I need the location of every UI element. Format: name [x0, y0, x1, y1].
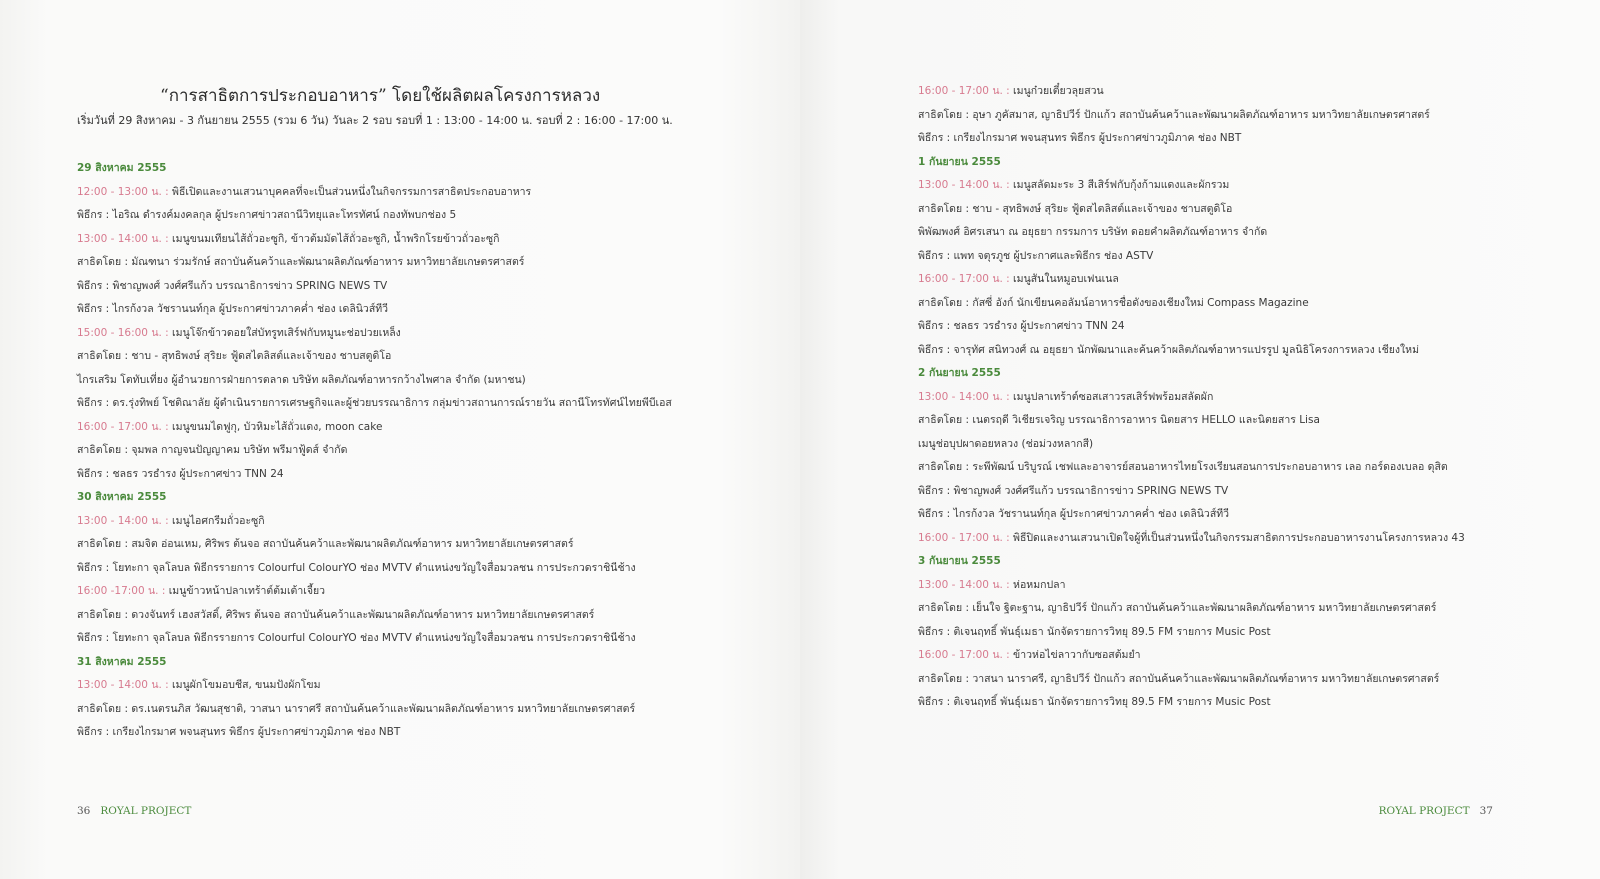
- schedule-detail: สาธิตโดย : กัสซี่ อังก์ นักเขียนคอลัมน์อาหารชื่อดังของเชียงใหม่ Compass Magazine: [918, 296, 1309, 309]
- schedule-detail: พิธีกร : เกรียงไกรมาศ พจนสุนทร พิธีกร ผู้ประกาศข่าวภูมิภาค ช่อง NBT: [918, 132, 1242, 144]
- session-time: 15:00 - 16:00 น. :: [77, 326, 169, 339]
- schedule-detail: สาธิตโดย : ดร.เนตรนภิส วัฒนสุชาติ, วาสนา นาราศรี สถาบันค้นคว้าและพัฒนาผลิตภัณฑ์อาหาร มหาวิทยาลัยเกษตรศาสตร์: [77, 702, 636, 715]
- session-time: 16:00 - 17:00 น. :: [77, 420, 169, 433]
- session-time: 12:00 - 13:00 น. :: [77, 185, 169, 198]
- schedule-detail: สาธิตโดย : วาสนา นาราศรี, ญาธิปวีร์ ปักแก้ว สถาบันค้นคว้าและพัฒนาผลิตภัณฑ์อาหาร มหาวิทยาลัยเกษตรศาสตร์: [918, 672, 1440, 685]
- schedule-detail: พิธีกร : ติเจนฤทธิ์ พันธุ์เมธา นักจัดรายการวิทยุ 89.5 FM รายการ Music Post: [918, 625, 1271, 638]
- footer-right: [1379, 805, 1493, 817]
- session-menu: เมนูก๋วยเตี๋ยวลุยสวน: [1009, 85, 1104, 97]
- schedule-detail: สาธิตโดย : สมจิต อ่อนเหม, ศิริพร ต้นจอ สถาบันค้นคว้าและพัฒนาผลิตภัณฑ์อาหาร มหาวิทยาลัยเกษตรศาสตร์: [77, 538, 574, 550]
- session-time: 13:00 - 14:00 น. :: [77, 679, 169, 691]
- schedule-detail: สาธิตโดย : มัณฑนา ร่วมรักษ์ สถาบันค้นคว้าและพัฒนาผลิตภัณฑ์อาหาร มหาวิทยาลัยเกษตรศาสตร์: [77, 256, 525, 268]
- schedule-detail: พิธีกร : ไกรก้งวล วัชรานนท์กุล ผู้ประกาศข่าวภาคค่ำ ช่อง เดลินิวส์ทีวี: [918, 508, 1230, 520]
- schedule-detail: พิธีกร : พิชาญพงศ์ วงศ์ศรีแก้ว บรรณาธิการข่าว SPRING NEWS TV: [918, 484, 1229, 497]
- schedule-detail: พิธีกร : ชลธร วรธำรง ผู้ประกาศข่าว TNN 24: [77, 467, 284, 480]
- schedule-session: [77, 322, 777, 346]
- session-time: 13:00 - 14:00 น. :: [918, 390, 1010, 403]
- schedule-detail: พิธีกร : ติเจนฤทธิ์ พันธุ์เมธา นักจัดรายการวิทยุ 89.5 FM รายการ Music Post: [918, 696, 1271, 708]
- session-time: 16:00 - 17:00 น. :: [918, 649, 1010, 661]
- schedule-detail: พิธีกร : เกรียงไกรมาศ พจนสุนทร พิธีกร ผู้ประกาศข่าวภูมิภาค ช่อง NBT: [77, 726, 401, 738]
- footer-brand-right: ROYAL PROJECT: [1378, 805, 1470, 817]
- session-time: 13:00 - 14:00 น. :: [918, 578, 1010, 591]
- schedule-date-heading: 31 สิงหาคม 2555: [77, 655, 167, 668]
- schedule-session: [918, 386, 1600, 410]
- footer-left: [77, 805, 191, 817]
- schedule-session: [918, 80, 1600, 104]
- schedule-detail: พิธีกร : โยทะกา จุลโลบล พิธีกรรายการ Colourful ColourYO ช่อง MVTV ตำแหน่งขวัญใจสื่อมวลชน การประกวดราชินีช้าง: [77, 561, 636, 574]
- session-menu: เมนูสันในหมูอบเฟนเนล: [1009, 273, 1119, 285]
- session-time: 13:00 - 14:00 น. :: [77, 232, 169, 245]
- schedule-detail: สาธิตโดย : อุษา ภูคัสมาส, ญาธิปวีร์ ปักแก้ว สถาบันค้นคว้าและพัฒนาผลิตภัณฑ์อาหาร มหาวิทยาลัยเกษตรศาสตร์: [918, 108, 1430, 121]
- schedule-detail: พิธีกร : ดร.รุ่งทิพย์ โชติณาลัย ผู้ดำเนินรายการเศรษฐกิจและผู้ช่วยบรรณาธิการ กลุ่มข่าวสถานการณ์รายวัน สถานีโทรทัศน์ไทยพีบีเอส: [77, 397, 672, 409]
- session-menu: เมนูไอศกรีมถั่วอะซูกิ: [168, 514, 265, 527]
- page-number-right: 37: [1479, 805, 1493, 817]
- schedule-session: [918, 268, 1600, 292]
- schedule-subtitle: เริ่มวันที่ 29 สิงหาคม - 3 กันยายน 2555 (รวม 6 วัน) วันละ 2 รอบ รอบที่ 1 : 13:00 - 14:00 น. รอบที่ 2 : 16:00 - 17:00 น.: [77, 114, 673, 127]
- schedule-detail: เมนูช่อบุปผาดอยหลวง (ช่อม่วงหลากสี): [918, 437, 1094, 450]
- schedule-session: [77, 228, 777, 252]
- session-time: 13:00 - 14:00 น. :: [77, 514, 169, 527]
- schedule-session: [918, 174, 1600, 198]
- schedule-detail: พิพัฒพงศ์ อิศรเสนา ณ อยุธยา กรรมการ บริษัท ดอยคำผลิตภัณฑ์อาหาร จำกัด: [918, 226, 1268, 238]
- schedule-date-heading: 30 สิงหาคม 2555: [77, 491, 167, 503]
- session-menu: ห่อหมกปลา: [1009, 578, 1066, 591]
- session-menu: เมนูปลาเทร้าต์ซอสเสาวรสเสิร์ฟพร้อมสลัดผัก: [1009, 390, 1214, 403]
- schedule-detail: สาธิตโดย : เย็นใจ ฐิตะฐาน, ญาธิปวีร์ ปักแก้ว สถาบันค้นคว้าและพัฒนาผลิตภัณฑ์อาหาร มหาวิทยาลัยเกษตรศาสตร์: [918, 602, 1437, 614]
- session-menu: ข้าวห่อไข่ลาวากับซอสต้มยำ: [1009, 649, 1141, 661]
- schedule-session: [77, 416, 777, 440]
- schedule-detail: ไกรเสริม โตทับเที่ยง ผู้อำนวยการฝ่ายการตลาด บริษัท ผลิตภัณฑ์อาหารกว้างไพศาล จำกัด (มหาชน): [77, 373, 526, 386]
- session-time: 16:00 - 17:00 น. :: [918, 85, 1010, 97]
- schedule-detail: พิธีกร : แพท จตุรภูช ผู้ประกาศและพิธีกร ช่อง ASTV: [918, 249, 1154, 262]
- session-menu: พิธีเปิดและงานเสวนาบุคคลที่จะเป็นส่วนหนึ่งในกิจกรรมการสาธิตประกอบอาหาร: [168, 185, 532, 198]
- schedule-detail: สาธิตโดย : ชาบ - สุทธิพงษ์ สุริยะ ฟู้ดสไตลิสต์และเจ้าของ ชาบสตูดิโอ: [77, 350, 392, 362]
- session-time: 13:00 - 14:00 น. :: [918, 179, 1010, 191]
- schedule-detail: สาธิตโดย : เนตรฤดี วิเชียรเจริญ บรรณาธิการอาหาร นิตยสาร HELLO และนิตยสาร Lisa: [918, 414, 1320, 426]
- schedule-detail: สาธิตโดย : จุมพล กาญจนปัญญาคม บริษัท พรีมาฟู้ดส์ จำกัด: [77, 444, 348, 456]
- schedule-detail: พิธีกร : พิชาญพงศ์ วงศ์ศรีแก้ว บรรณาธิการข่าว SPRING NEWS TV: [77, 279, 388, 292]
- schedule-session: [77, 580, 777, 604]
- page-title: “การสาธิตการประกอบอาหาร” โดยใช้ผลิตผลโครงการหลวง: [160, 86, 601, 106]
- session-menu: เมนูขนมไดฟูกุ, บัวหิมะไส้ถั่วแดง, moon cake: [168, 420, 383, 433]
- right-schedule-list: [918, 80, 1600, 715]
- schedule-session: [77, 510, 777, 534]
- session-time: 16:00 - 17:00 น. :: [918, 273, 1010, 285]
- session-time: 16:00 -17:00 น. :: [77, 585, 166, 597]
- footer-brand-left: ROYAL PROJECT: [100, 805, 192, 817]
- schedule-detail: สาธิตโดย : ระพีพัฒน์ บริบูรณ์ เชฟและอาจารย์สอนอาหารไทยโรงเรียนสอนการประกอบอาหาร เลอ กอร์ดองเบลอ ดุสิต: [918, 461, 1448, 473]
- session-menu: เมนูสลัดมะระ 3 สีเสิร์ฟกับกุ้งก้ามแดงและผักรวม: [1009, 179, 1230, 191]
- session-time: 16:00 - 17:00 น. :: [918, 531, 1010, 544]
- schedule-detail: พิธีกร : โยทะกา จุลโลบล พิธีกรรายการ Colourful ColourYO ช่อง MVTV ตำแหน่งขวัญใจสื่อมวลชน การประกวดราชินีช้าง: [77, 632, 636, 644]
- schedule-date-heading: 1 กันยายน 2555: [918, 155, 1001, 168]
- schedule-detail: สาธิตโดย : ชาบ - สุทธิพงษ์ สุริยะ ฟู้ดสไตลิสต์และเจ้าของ ชาบสตูดิโอ: [918, 202, 1233, 215]
- schedule-detail: พิธีกร : ไกรก้งวล วัชรานนท์กุล ผู้ประกาศข่าวภาคค่ำ ช่อง เดลินิวส์ทีวี: [77, 303, 389, 315]
- schedule-session: [918, 574, 1600, 598]
- page-number-left: 36: [77, 805, 91, 817]
- session-menu: เมนูผักโขมอบชีส, ขนมปังผักโขม: [168, 679, 321, 691]
- schedule-detail: พิธีกร : ไอริณ ดำรงค์มงคลกุล ผู้ประกาศข่าวสถานีวิทยุและโทรทัศน์ กองทัพบกช่อง 5: [77, 209, 457, 221]
- schedule-date-heading: 3 กันยายน 2555: [918, 555, 1001, 567]
- session-menu: เมนูข้าวหน้าปลาเทร้าต์ต้มเต้าเจี้ยว: [165, 585, 326, 597]
- session-menu: เมนูขนมเทียนไส้ถั่วอะซูกิ, ข้าวต้มมัดไส้ถั่วอะซูกิ, น้ำพริกโรยข้าวถั่วอะซูกิ: [168, 232, 500, 245]
- schedule-detail: สาธิตโดย : ดวงจันทร์ เฮงสวัสดิ์, ศิริพร ต้นจอ สถาบันค้นคว้าและพัฒนาผลิตภัณฑ์อาหาร มหาวิทยาลัยเกษตรศาสตร์: [77, 608, 595, 621]
- schedule-session: [918, 644, 1600, 668]
- schedule-detail: พิธีกร : จารุทัศ สนิทวงศ์ ณ อยุธยา นักพัฒนาและค้นคว้าผลิตภัณฑ์อาหารแปรรูป มูลนิธิโครงการหลวง เชียงใหม่: [918, 343, 1419, 356]
- left-schedule-list: [77, 157, 777, 745]
- schedule-detail: พิธีกร : ชลธร วรธำรง ผู้ประกาศข่าว TNN 24: [918, 320, 1125, 332]
- session-menu: พิธีปิดและงานเสวนาเปิดใจผู้ที่เป็นส่วนหนึ่งในกิจกรรมสาธิตการประกอบอาหารงานโครงการหลวง 43: [1009, 531, 1465, 544]
- schedule-date-heading: 2 กันยายน 2555: [918, 367, 1001, 379]
- schedule-session: [77, 181, 777, 205]
- schedule-date-heading: 29 สิงหาคม 2555: [77, 162, 167, 174]
- schedule-session: [918, 527, 1600, 551]
- schedule-session: [77, 674, 777, 698]
- session-menu: เมนูโจ๊กข้าวดอยใส่บัทรูทเสิร์ฟกับหมูนะช่อปวยเหล็ง: [168, 326, 401, 339]
